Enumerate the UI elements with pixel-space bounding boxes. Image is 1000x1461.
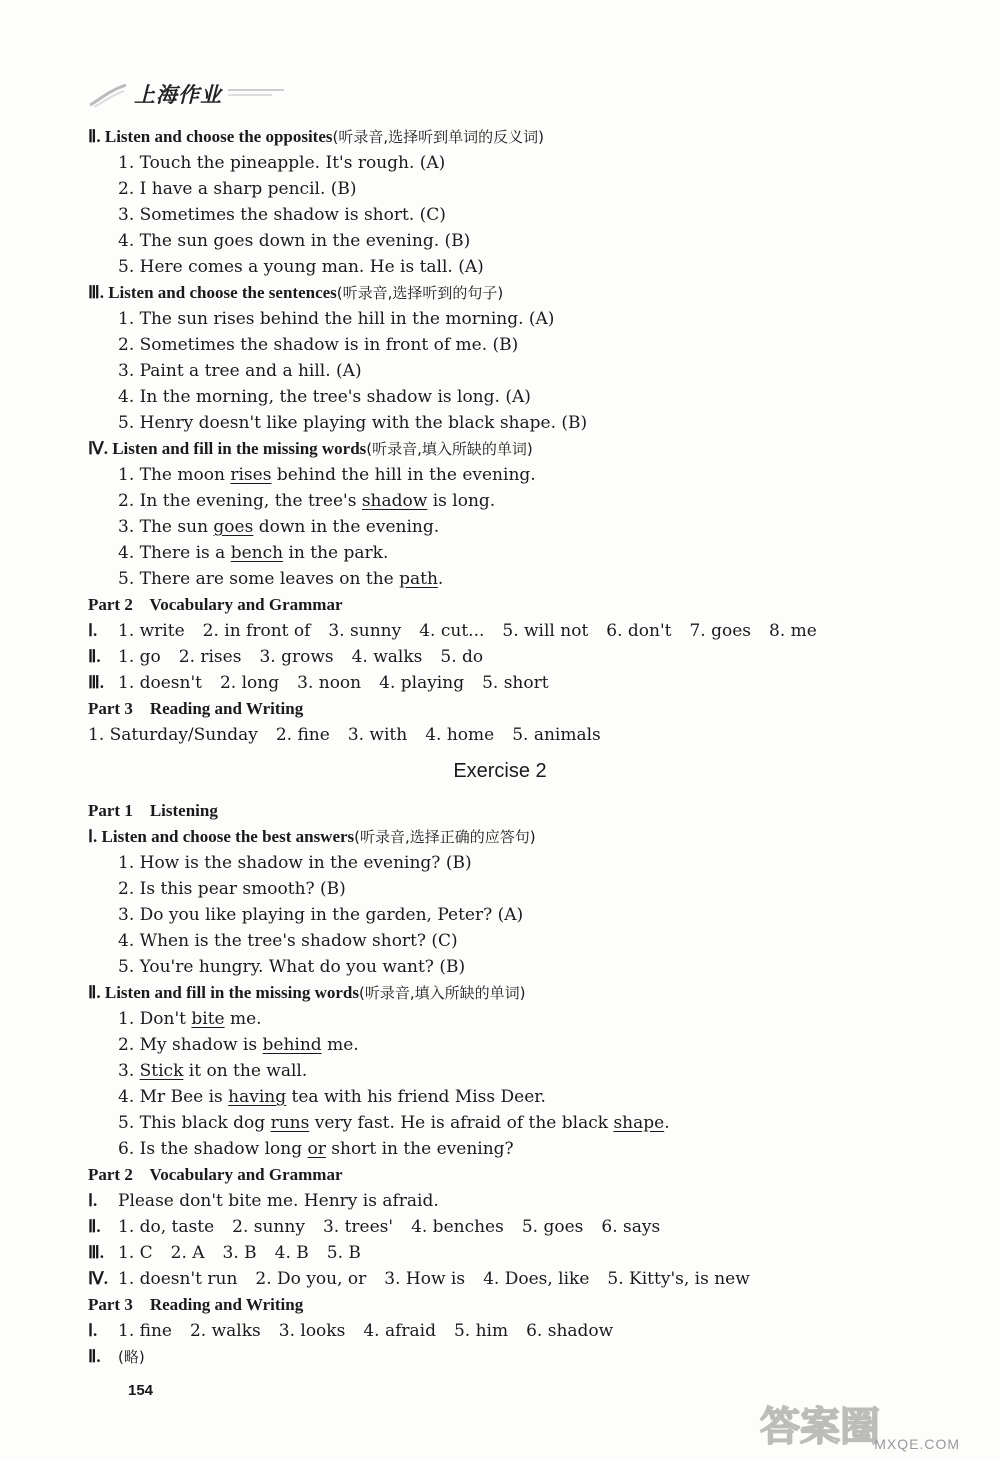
list-item: 4. The sun goes down in the evening. (B)	[118, 231, 471, 251]
ex1-s4-heading: Ⅳ. Listen and fill in the missing words(听录音,填入所缺的单词)	[88, 439, 533, 458]
list-item: 1. How is the shadow in the evening? (B)	[118, 853, 472, 873]
list-item: 1. Touch the pineapple. It's rough. (A)	[118, 153, 446, 173]
ex1-part2-line-2: Ⅱ. 1. go 2. rises 3. grows 4. walks 5. do	[88, 647, 484, 667]
ex1-part2-heading: Part 2 Vocabulary and Grammar	[88, 595, 343, 614]
logo-subtitle-decoration	[228, 86, 288, 102]
fill-item: 5. This black dog runs very fast. He is afraid of the black shape.	[118, 1113, 670, 1133]
list-item: 2. Sometimes the shadow is in front of me. (B)	[118, 335, 519, 355]
ex2-part2-heading: Part 2 Vocabulary and Grammar	[88, 1165, 343, 1184]
fill-item: 3. Stick it on the wall.	[118, 1061, 308, 1081]
ex2-part2-line-1: Ⅰ. Please don't bite me. Henry is afraid.	[88, 1191, 439, 1211]
answer-word: shape	[613, 1113, 665, 1133]
list-item: 5. Here comes a young man. He is tall. (A)	[118, 257, 484, 277]
fill-item: 1. The moon rises behind the hill in the evening.	[118, 465, 536, 485]
fill-item: 6. Is the shadow long or short in the evening?	[118, 1139, 514, 1159]
list-item: 4. When is the tree's shadow short? (C)	[118, 931, 458, 951]
answer-word: bench	[230, 543, 284, 563]
watermark-url: MXQE.COM	[874, 1436, 960, 1452]
answer-word: path	[399, 569, 438, 589]
list-item: 2. I have a sharp pencil. (B)	[118, 179, 357, 199]
page-header	[88, 74, 288, 114]
list-item: 3. Sometimes the shadow is short. (C)	[118, 205, 446, 225]
fill-item: 2. My shadow is behind me.	[118, 1035, 359, 1055]
ex1-part3-line: 1. Saturday/Sunday 2. fine 3. with 4. home 5. animals	[88, 725, 601, 745]
exercise-2-title: Exercise 2	[453, 760, 547, 782]
ex1-part2-line-3: Ⅲ. 1. doesn't 2. long 3. noon 4. playing 5. short	[88, 673, 549, 693]
ex2-part3-heading: Part 3 Reading and Writing	[88, 1295, 304, 1314]
ex2-part3-line-1: Ⅰ. 1. fine 2. walks 3. looks 4. afraid 5. him 6. shadow	[88, 1321, 614, 1341]
answer-word: goes	[213, 517, 254, 537]
list-item: 1. The sun rises behind the hill in the morning. (A)	[118, 309, 555, 329]
fill-item: 4. Mr Bee is having tea with his friend Miss Deer.	[118, 1087, 546, 1107]
fill-item: 2. In the evening, the tree's shadow is long.	[118, 491, 496, 511]
list-item: 2. Is this pear smooth? (B)	[118, 879, 346, 899]
watermark-text: 答案圈	[760, 1404, 880, 1450]
ex2-part2-line-3: Ⅲ. 1. C 2. A 3. B 4. B 5. B	[88, 1243, 361, 1263]
list-item: 4. In the morning, the tree's shadow is long. (A)	[118, 387, 531, 407]
list-item: 3. Do you like playing in the garden, Peter? (A)	[118, 905, 524, 925]
page-number: 154	[128, 1382, 154, 1399]
list-item: 5. You're hungry. What do you want? (B)	[118, 957, 466, 977]
ex1-s2-heading: Ⅱ. Listen and choose the opposites(听录音,选择听到单词的反义词)	[88, 127, 544, 146]
list-item: 3. Paint a tree and a hill. (A)	[118, 361, 362, 381]
fill-item: 3. The sun goes down in the evening.	[118, 517, 440, 537]
ex2-part1-heading: Part 1 Listening	[88, 801, 218, 820]
answer-word: bite	[191, 1009, 225, 1029]
answer-word: shadow	[361, 491, 428, 511]
answer-word: having	[228, 1087, 287, 1107]
ex2-part2-line-4: Ⅳ. 1. doesn't run 2. Do you, or 3. How is 4. Does, like 5. Kitty's, is new	[88, 1269, 750, 1289]
answer-word: runs	[270, 1113, 310, 1133]
answer-word: rises	[230, 465, 272, 485]
list-item: 5. Henry doesn't like playing with the black shape. (B)	[118, 413, 588, 433]
book-title: 上海作业	[134, 83, 222, 107]
answer-word: behind	[262, 1035, 322, 1055]
ex2-part2-line-2: Ⅱ. 1. do, taste 2. sunny 3. trees' 4. benches 5. goes 6. says	[88, 1217, 661, 1237]
ex2-part3-line-2: Ⅱ. (略)	[88, 1347, 145, 1366]
ex2-s1-heading: Ⅰ. Listen and choose the best answers(听录音,选择正确的应答句)	[88, 827, 536, 846]
logo-swoosh-icon	[88, 79, 128, 109]
answer-word: Stick	[139, 1061, 184, 1081]
fill-item: 1. Don't bite me.	[118, 1009, 262, 1029]
ex2-s2-heading: Ⅱ. Listen and fill in the missing words(听录音,填入所缺的单词)	[88, 983, 526, 1002]
fill-item: 5. There are some leaves on the path.	[118, 569, 444, 589]
answer-word: or	[307, 1139, 326, 1159]
ex1-part3-heading: Part 3 Reading and Writing	[88, 699, 304, 718]
ex1-s3-heading: Ⅲ. Listen and choose the sentences(听录音,选择听到的句子)	[88, 283, 504, 302]
fill-item: 4. There is a bench in the park.	[118, 543, 389, 563]
ex1-part2-line-1: Ⅰ. 1. write 2. in front of 3. sunny 4. cut... 5. will not 6. don't 7. goes 8. me	[88, 621, 817, 641]
